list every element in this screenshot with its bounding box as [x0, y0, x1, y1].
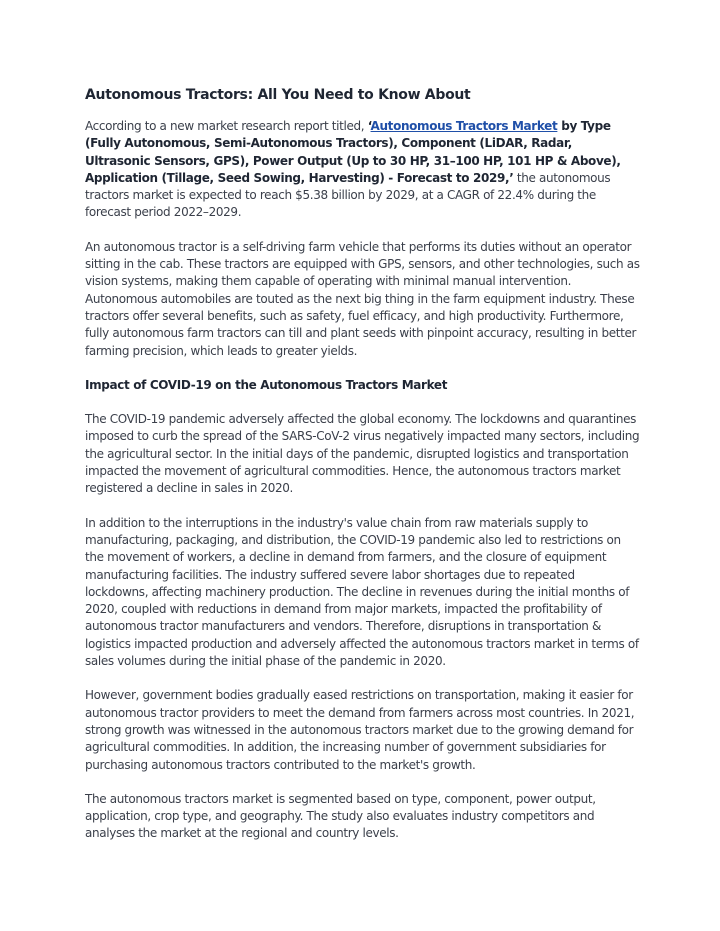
intro-report-title: by Type (Fully Autonomous, Semi-Autonomous Tractors), Component (LiDAR, Radar, Ultrasonic Sensors, GPS), Power Output (Up to 30 HP, 31–100 HP, 101 HP & Above), Application (Tillage, Seed Sowing, Harvesting) - Forecast to 2029,’ — [85, 119, 621, 185]
document-body — [85, 87, 640, 860]
intro-quote-open: ‘ — [367, 119, 371, 133]
intro-lead: According to a new market research report titled, — [85, 119, 368, 133]
section-heading: Impact of COVID-19 on the Autonomous Tractors Market — [85, 377, 448, 392]
covid-paragraph-1: The COVID-19 pandemic adversely affected the global economy. The lockdowns and quarantines imposed to curb the spread of the SARS-CoV-2 virus negatively impacted many sectors, including the agricultural sector. In the initial days of the pandemic, disrupted logistics and transportation impacted the movement of agricultural commodities. Hence, the autonomous tractors market registered a decline in sales in 2020. — [85, 412, 640, 496]
covid-paragraph-2: In addition to the interruptions in the industry's value chain from raw materials supply to manufacturing, packaging, and distribution, the COVID-19 pandemic also led to restrictions on the movement of workers, a decline in demand from farmers, and the closure of equipment manufacturing facilities. The industry suffered severe labor shortages due to repeated lockdowns, affecting machinery production. The decline in revenues during the initial months of 2020, coupled with reductions in demand from major markets, impacted the profitability of autonomous tractor manufacturers and vendors. Therefore, disruptions in transportation & logistics impacted production and adversely affected the autonomous tractors market in terms of sales volumes during the initial phase of the pandemic in 2020. — [85, 515, 639, 669]
intro-paragraph — [85, 118, 640, 222]
definition-paragraph: An autonomous tractor is a self-driving farm vehicle that performs its duties without an operator sitting in the cab. These tractors are equipped with GPS, sensors, and other technologies, such as vision systems, making them capable of operating with minimal manual intervention. Autonomous automobiles are touted as the next big thing in the farm equipment industry. These tractors offer several benefits, such as safety, fuel efficacy, and high productivity. Furthermore, fully autonomous farm tractors can till and plant seeds with pinpoint accuracy, resulting in better farming precision, which leads to greater yields. — [85, 239, 640, 358]
page-title: Autonomous Tractors: All You Need to Know About — [85, 87, 471, 103]
intro-tail: the autonomous tractors market is expected to reach $5.38 billion by 2029, at a CAGR of 22.4% during the forecast period 2022–2029. — [85, 170, 611, 220]
recovery-paragraph: However, government bodies gradually eased restrictions on transportation, making it easier for autonomous tractor providers to meet the demand from farmers across most countries. In 2021, strong growth was witnessed in the autonomous tractors market due to the growing demand for agricultural commodities. In addition, the increasing number of government subsidiaries for purchasing autonomous tractors contributed to the market's growth. — [85, 688, 635, 772]
report-link[interactable]: Autonomous Tractors Market — [370, 119, 558, 133]
segmentation-paragraph: The autonomous tractors market is segmented based on type, component, power output, application, crop type, and geography. The study also evaluates industry competitors and analyses the market at the regional and country levels. — [85, 791, 596, 841]
